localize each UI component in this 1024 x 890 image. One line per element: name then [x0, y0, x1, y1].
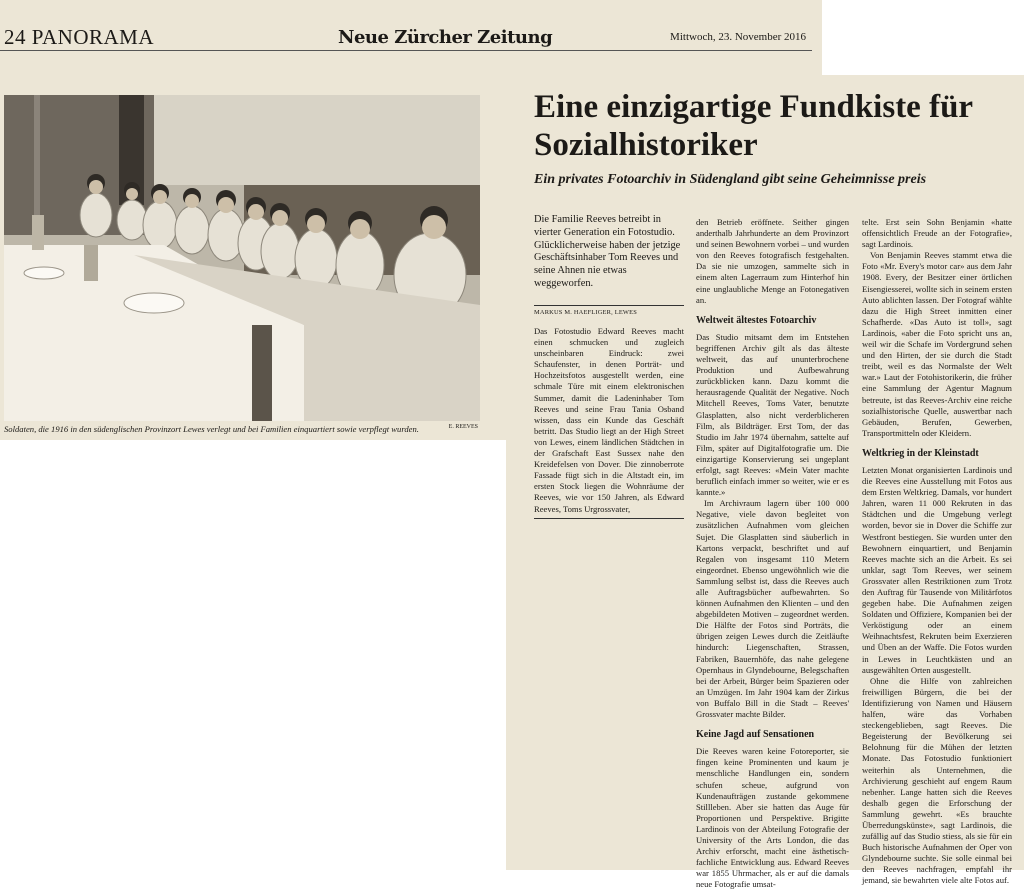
historical-photo [4, 95, 480, 421]
article-lead: Die Familie Reeves betreibt in vierter Generation ein Fotostudio. Glücklicherweise haben der jetzige Geschäftsinhaber Tom Reeves und seine Ahnen nie etwas weggeworfen. [534, 214, 681, 289]
article-headline: Eine einzigartige Fundkiste für Sozialhistoriker [534, 89, 973, 163]
article-column-3 [862, 217, 1012, 887]
article-subheadline: Ein privates Fotoarchiv in Südengland gibt seine Geheimnisse preis [534, 172, 927, 187]
article-column-2 [696, 217, 849, 890]
paragraph: telte. Erst sein Sohn Benjamin «hatte offensichtlich Freude an der Fotografie», sagt Lardinois. [862, 217, 1012, 250]
paragraph: Die Reeves waren keine Fotoreporter, sie fingen keine Prominenten und kaum je menschliche Handlungen ein, sondern schufen scheue, aufgrund von Kundenaufträgen zustande gekommene Stillleben. Aber sie hatten das Auge für Proportionen und Perspektive. Brigitte Lardinois von der Abteilung Fotografie der University of the Arts London, die das Archiv erforscht, macht eine ästhetisch-fachliche Entwicklung aus. Edward Reeves war 1855 Uhrmacher, als er auf die damals neue Fotografie umsat- [696, 746, 849, 890]
section-heading: Weltkrieg in der Kleinstadt [862, 447, 979, 459]
page-number: 24 PANORAMA [4, 25, 155, 49]
page-header [0, 22, 812, 51]
column-divider [534, 518, 684, 519]
section-heading: Keine Jagd auf Sensationen [696, 729, 815, 741]
photo-credit: E. REEVES [448, 424, 478, 430]
section-heading: Weltweit ältestes Fotoarchiv [696, 314, 817, 326]
paragraph: Von Benjamin Reeves stammt etwa die Foto «Mr. Every's motor car» aus dem Jahr 1908. Every, der Besitzer einer örtlichen Eisengiesserei, wollte sich in seinem ersten Auto ablichten lassen. Der Fotograf wählte dazu die High Street inmitten einer Schafherde. «Das Auto ist toll», sagt Lardinois, «aber die Foto spricht uns an, weil wir die Schafe im Vordergrund sehen und den Hirten, der sie durch die Stadt treibt, weil es das Normalste der Welt war.» Laut der Fotohistorikerin, die früher eine Sammlung der Agentur Magnum betreute, ist das Reeves-Archiv eine reiche sozialhistorische Quelle, auswertbar nach Gebäuden, Berufen, Gewerben, Transportmitteln oder Kleidern. [862, 250, 1012, 438]
paragraph: Im Archivraum lagern über 100 000 Negative, viele davon begleitet von zusätzlichen Aufnahmen vom gleichen Sujet. Die Glasplatten sind säuberlich in Kartons verpackt, beschriftet und auf Regalen von insgesamt 110 Metern eingeordnet. Ebenso ungewöhnlich wie die Sammlung selbst ist, dass die Reeves auch alle Auftragsbücher aufbewahrten. So können Aufnahmen den Klienten – und den abgebildeten Motiven – zugeordnet werden. Die Hälfte der Fotos sind Porträts, die übrigen zeigen Lewes durch die Zeitläufte hindurch: Liegenschaften, Strassen, Fabriken, Bauernhöfe, das nahe gelegene Opernhaus in Glyndebourne, Belegschaften bei der Arbeit, Bürger beim Spazieren oder an Umzügen. Im Jahr 1904 kam der Zirkus von Buffalo Bill in die Stadt – Reeves' Grossvater machte Bilder. [696, 498, 849, 720]
caption-text: Soldaten, die 1916 in den südenglischen Provinzort Lewes verlegt und bei Familien einquartiert sowie verpflegt wurden. [4, 424, 419, 434]
article-column-1 [534, 326, 684, 515]
paragraph: Das Studio mitsamt dem im Entstehen begriffenen Archiv gilt als das älteste weltweit, das auf ununterbrochene Produktion und Aufbewahrung zurückblicken kann. Dazu kommt die herausragende Qualität der Negative. Noch Mitchell Reeves, Toms Vater, benutzte Glasplatten, also nicht verderblicheren Film, als Bildträger. Erst Tom, der das Studio im Jahr 1974 übernahm, sattelte auf Film, später auf Digitalfotografie um. Die einzigartige Konservierung sei ungeplant erfolgt, sagt Reeves: «Mein Vater machte beruflich einfach immer so weiter, wie er es kannte.» [696, 331, 849, 498]
photo-caption [4, 424, 480, 434]
paragraph: Letzten Monat organisierten Lardinois und die Reeves eine Ausstellung mit Fotos aus dem Ersten Weltkrieg. Damals, vor hundert Jahren, waren 11 000 Rekruten in das Städtchen und die Umgebung verlegt worden, bevor sie in Dover die Schiffe zur Westfront bestiegen. Sie wurden unter den Bewohnern einquartiert, und Benjamin Reeves machte sich an die Arbeit. Es sei unklar, sagt Tom Reeves, wer seinem Grossvater allen Restriktionen zum Trotz den Auftrag für Tausende von Militärfotos gegeben habe. Die Aufnahmen zeigen Soldaten und Offiziere, Kompanien bei der Verköstigung oder an einem Weihnachtsfest, Rekruten beim Exerzieren und Üben an der Waffe. Die Fotos wurden in Lewes in Leuchtkästen und an ausgewählten Orten ausgestellt. [862, 464, 1012, 675]
paragraph: den Betrieb eröffnete. Seither gingen anderthalb Jahrhunderte an dem Provinzort und seinen Bewohnern vorbei – und wurden von den Reeves fotografisch festgehalten. Da sie nie umzogen, sammelte sich in einem alten Lagerraum zum Hinterhof hin eine unglaubliche Menge an Fotonegativen an. [696, 217, 849, 305]
paragraph: Ohne die Hilfe von zahlreichen freiwilligen Bürgern, die bei der Identifizierung von Namen und Häusern halfen, wäre das Vorhaben steckengeblieben, sagt Reeves. Die Begeisterung der Bevölkerung sei Belohnung für die Mühen der letzten Monate. Das Fotostudio funktioniert weiterhin als Unternehmen, die Archivierung geschieht auf engem Raum nebenher. Lange hatten sich die Reeves deshalb gegen die Erforschung der Sammlung gewehrt. «Es brauchte Überredungskünste», sagt Lardinois, die zufällig auf das Studio stiess, als sie für ein Buch historische Aufnahmen der Oper von Glyndebourne suchte. Sie solle einmal bei den Reeves nachfragen, empfahl ihr jemand, sie bewahrten viele alte Fotos auf. [862, 675, 1012, 886]
paragraph: Das Fotostudio Edward Reeves macht einen schmucken und zugleich unscheinbaren Eindruck: zwei Schaufenster, in denen Porträt- und Hochzeitsfotos ausgestellt werden, eine schmale Türe mit einem elektronischen Summer, damit die Ladeninhaber Tom Reeves und seine Frau Tania Osband wissen, dass ein Kunde das Geschäft betritt. Das Studio liegt an der High Street von Lewes, einem ländlichen Städtchen in der Grafschaft East Sussex nahe den Kreidefelsen von Dover. Die zinnoberrote Fassade fügt sich in die Altstadt ein, im ersten Stock liegen die Wohnräume der Reeves, wie vor 150 Jahren, als Edward Reeves, Toms Urgrossvater, [534, 326, 684, 514]
issue-date: Mittwoch, 23. November 2016 [670, 31, 806, 43]
newspaper-masthead: Neue Zürcher Zeitung [338, 27, 553, 48]
article-byline: MARKUS M. HAEFLIGER, LEWES [534, 305, 684, 316]
